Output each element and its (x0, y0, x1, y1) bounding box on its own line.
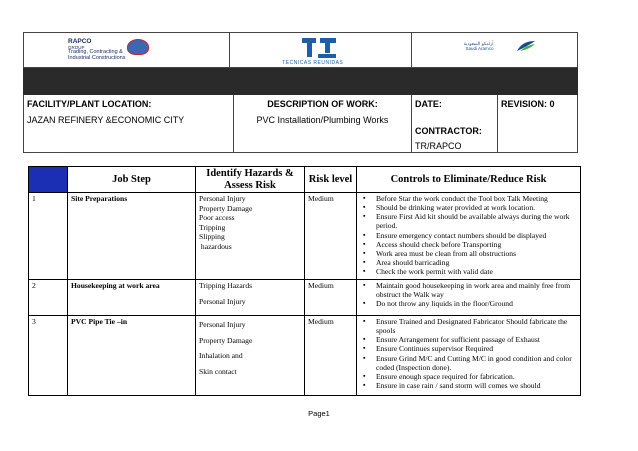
row-number: 1 (29, 193, 68, 280)
control-item: ▪ Ensure in case rain / sand storm will comes we should (360, 381, 577, 390)
facility-cell (24, 95, 234, 152)
job-step: Site Preparations (68, 193, 196, 280)
rapco-emblem-icon (127, 39, 149, 55)
rapco-subtitle: GROUP (68, 44, 85, 50)
control-item: ▪ Do not throw any liquids in the floor/Ground (360, 299, 577, 308)
description-label: DESCRIPTION OF WORK: (267, 99, 378, 109)
hazard-item: Property Damage (199, 203, 253, 213)
control-item: ▪ Access should check before Transporting (360, 240, 577, 249)
rapco-tagline-2: Industrial Constructions (68, 54, 126, 61)
table-row (29, 280, 581, 316)
table-row (29, 193, 581, 280)
table-header-row (29, 167, 581, 193)
row-number: 2 (29, 280, 68, 316)
risk-assessment-table (28, 166, 581, 396)
hazard-item: Slipping (199, 232, 225, 242)
control-item: ▪ Before Star the work conduct the Tool box Talk Meeting (360, 194, 577, 203)
hazard-item: Poor access (199, 213, 235, 223)
rapco-logo (68, 39, 125, 61)
description-cell (234, 95, 412, 152)
header-job-step: Job Step (68, 167, 196, 193)
controls-cell (357, 193, 581, 280)
header-corner-cell (29, 167, 68, 193)
date-label: DATE: (415, 99, 442, 109)
controls-cell (357, 280, 581, 316)
contractor-value: TR/RAPCO (415, 141, 462, 151)
tecnicas-reunidas-name: TECNICAS REUNIDAS (282, 60, 344, 66)
header-controls: Controls to Eliminate/Reduce Risk (357, 167, 581, 193)
tecnicas-logo-cell (230, 33, 411, 67)
aramco-arabic-name: أرامكو السعودية (463, 41, 494, 46)
control-item: ▪ Ensure First Aid kit should be available always during the work period. (360, 212, 577, 230)
risk-level: Medium (305, 316, 357, 396)
job-step: PVC Pipe Tie –in (68, 316, 196, 396)
facility-label: FACILITY/PLANT LOCATION: (27, 99, 152, 109)
table-row (29, 316, 581, 396)
hazard-item: Tripping (199, 222, 226, 232)
page-number: Page1 (308, 409, 330, 418)
rapco-tagline-1: Trading, Contracting & (68, 49, 123, 55)
description-value: PVC Installation/Plumbing Works (256, 115, 389, 125)
hazards-cell (196, 280, 305, 316)
dark-band (23, 68, 578, 95)
control-item: ▪ Work area must be clean from all obstructions (360, 249, 577, 258)
hazard-item: Personal Injury (199, 296, 246, 306)
hazards-cell (196, 193, 305, 280)
hazard-item: Personal Injury (199, 320, 246, 330)
logo-header (23, 32, 578, 68)
job-step: Housekeeping at work area (68, 280, 196, 316)
aramco-mark-icon (516, 40, 536, 52)
hazard-item: Tripping Hazards (199, 281, 253, 291)
tecnicas-reunidas-logo-icon (300, 36, 340, 60)
control-item: ▪ Ensure Trained and Designated Fabricator Should fabricate the spools (360, 317, 577, 335)
header-risk-level: Risk level (305, 167, 357, 193)
control-item: ▪ Area should barricading (360, 258, 577, 267)
hazard-item: Property Damage (199, 335, 253, 345)
control-item: ▪ Check the work permit with valid date (360, 267, 577, 276)
facility-value: JAZAN REFINERY &ECONOMIC CITY (27, 115, 185, 125)
aramco-logo-cell (412, 33, 577, 67)
revision-label: REVISION: 0 (501, 99, 555, 109)
rapco-logo-cell (24, 33, 230, 67)
contractor-label: CONTRACTOR: (415, 126, 482, 136)
risk-level: Medium (305, 280, 357, 316)
hazards-cell (196, 316, 305, 396)
controls-cell (357, 316, 581, 396)
hazard-item: Personal Injury (199, 194, 246, 204)
risk-level: Medium (305, 193, 357, 280)
control-item: ▪ Ensure emergency contact numbers should be displayed (360, 231, 577, 240)
control-item: ▪ Maintain good housekeeping in work area and mainly free from obstruct the Walk way (360, 281, 577, 299)
info-section (23, 95, 578, 153)
control-item: ▪ Ensure enough space required for fabrication. (360, 372, 577, 381)
hazard-item: Skin contact (199, 366, 237, 376)
saudi-aramco-logo (464, 42, 494, 52)
row-number: 3 (29, 316, 68, 396)
aramco-english-name: Saudi Aramco (465, 45, 494, 51)
control-item: ▪ Ensure Continues supervisor Required (360, 344, 577, 353)
control-item: ▪ Ensure Arrangement for sufficient passage of Exhaust (360, 335, 577, 344)
header-hazards: Identify Hazards & Assess Risk (196, 167, 305, 193)
control-item: ▪ Ensure Grind M/C and Cutting M/C in good condition and color coded (Inspection done). (360, 354, 577, 372)
hazard-item: Inhalation and (199, 351, 243, 361)
control-item: ▪ Should be drinking water provided at work location. (360, 203, 577, 212)
hazard-item: hazardous (199, 241, 232, 251)
rapco-title: RAPCO (68, 38, 92, 45)
date-contractor-cell (412, 95, 498, 152)
revision-cell (498, 95, 577, 152)
